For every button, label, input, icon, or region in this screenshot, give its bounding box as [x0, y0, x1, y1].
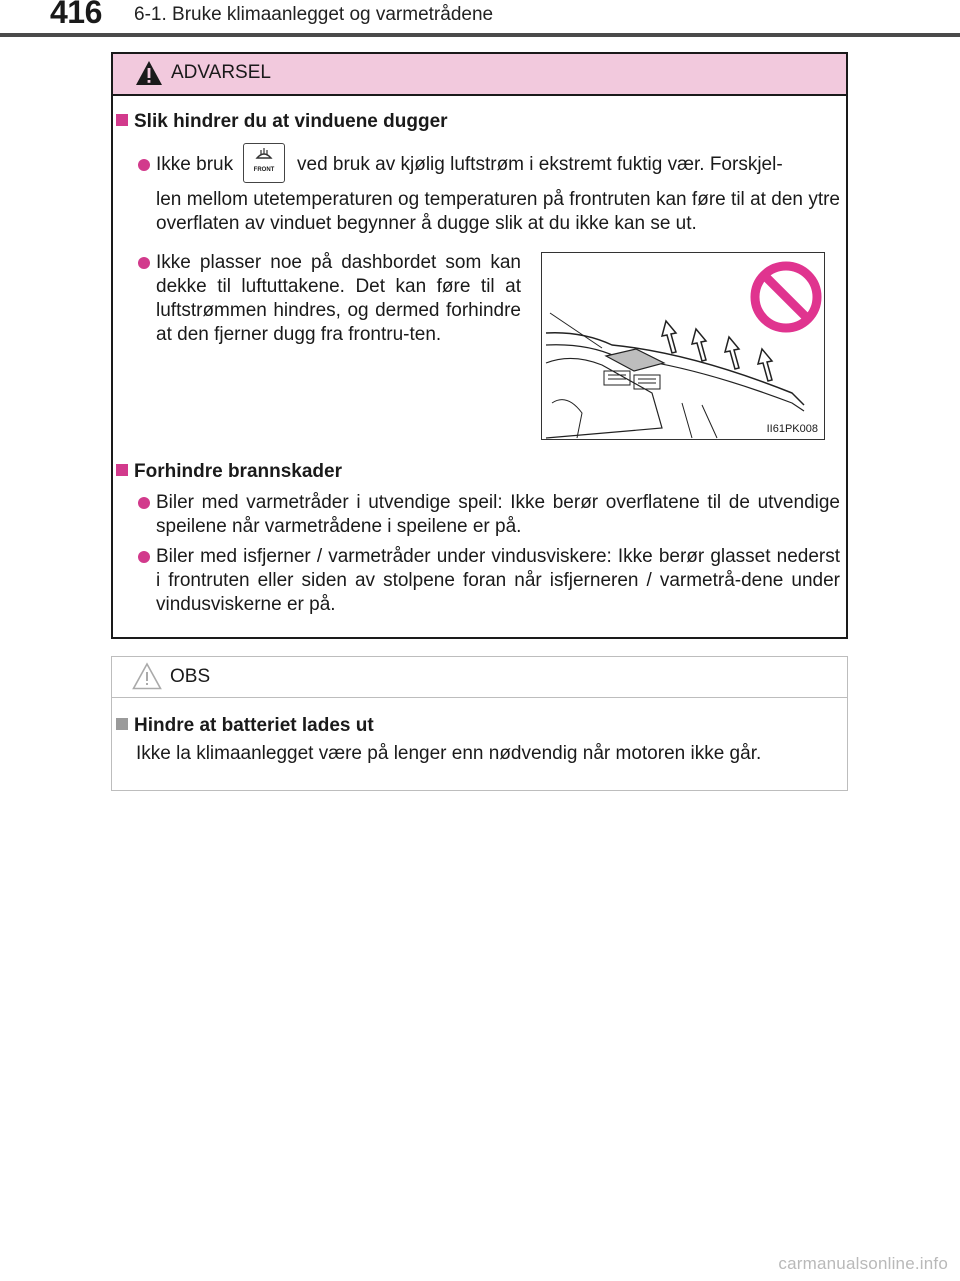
burn-bullet2: Biler med isfjerner / varmetråder under vindusviskere: Ikke berør glasset nederst i frontruten eller siden av stolpene foran når isfjerneren / varmetrå-dene under vindusviskerne er på. — [156, 546, 840, 615]
dashboard-drawing — [542, 253, 826, 441]
airflow-arrow-icon — [662, 321, 772, 381]
caution-triangle-icon — [132, 662, 162, 690]
notice-label: OBS — [170, 666, 211, 687]
header-rule — [0, 33, 960, 37]
heading-square-icon — [116, 464, 128, 476]
notice-heading-text: Hindre at batteriet lades ut — [134, 715, 374, 736]
bullet-dot-icon — [138, 159, 150, 171]
bullet1-line1: ved bruk av kjølig luftstrøm i ekstremt fuktig vær. Forskjel- — [297, 154, 783, 175]
block-heading-burn-text: Forhindre brannskader — [134, 461, 342, 482]
block-heading-fog — [116, 111, 448, 133]
block-heading-fog-text: Slik hindrer du at vinduene dugger — [134, 111, 448, 132]
section-title: 6-1. Bruke klimaanlegget og varmetrådene — [134, 4, 494, 25]
notice-heading — [116, 715, 374, 737]
bullet1-rest: len mellom utetemperaturen og temperaturen på frontruten kan føre til at den ytre overflaten av vinduet begynner å dugge slik at du ikke kan se ut. — [156, 189, 840, 234]
prohibited-icon — [755, 266, 817, 328]
block-heading-burn — [116, 461, 342, 483]
front-button-label: FRONT — [253, 167, 275, 173]
bullet1-prefix: Ikke bruk — [156, 154, 234, 175]
bullet-dot-icon — [138, 551, 150, 563]
bullet-dot-icon — [138, 497, 150, 509]
notice-header — [112, 657, 847, 698]
burn-bullet1: Biler med varmetråder i utvendige speil: Ikke berør overflatene til de utvendige speilene når varmetrådene i speilene er på. — [156, 492, 840, 537]
heading-square-icon — [116, 718, 128, 730]
bullet2-text: Ikke plasser noe på dashbordet som kan dekke til luftuttakene. Det kan føre til at luftstrømmen hindres, og dermed forhindre at den fjerner dugg fra frontru-ten. — [156, 252, 521, 345]
illustration-code: II61PK008 — [766, 423, 818, 435]
front-defroster-icon — [243, 143, 285, 183]
watermark: carmanualsonline.info — [778, 1254, 948, 1273]
page-number: 416 — [50, 0, 102, 30]
warning-label: ADVARSEL — [171, 62, 271, 83]
warning-triangle-icon — [135, 60, 163, 86]
heading-square-icon — [116, 114, 128, 126]
warning-header — [113, 54, 846, 96]
notice-text: Ikke la klimaanlegget være på lenger enn nødvendig når motoren ikke går. — [136, 743, 762, 764]
bullet-dot-icon — [138, 257, 150, 269]
dashboard-illustration — [541, 252, 825, 440]
